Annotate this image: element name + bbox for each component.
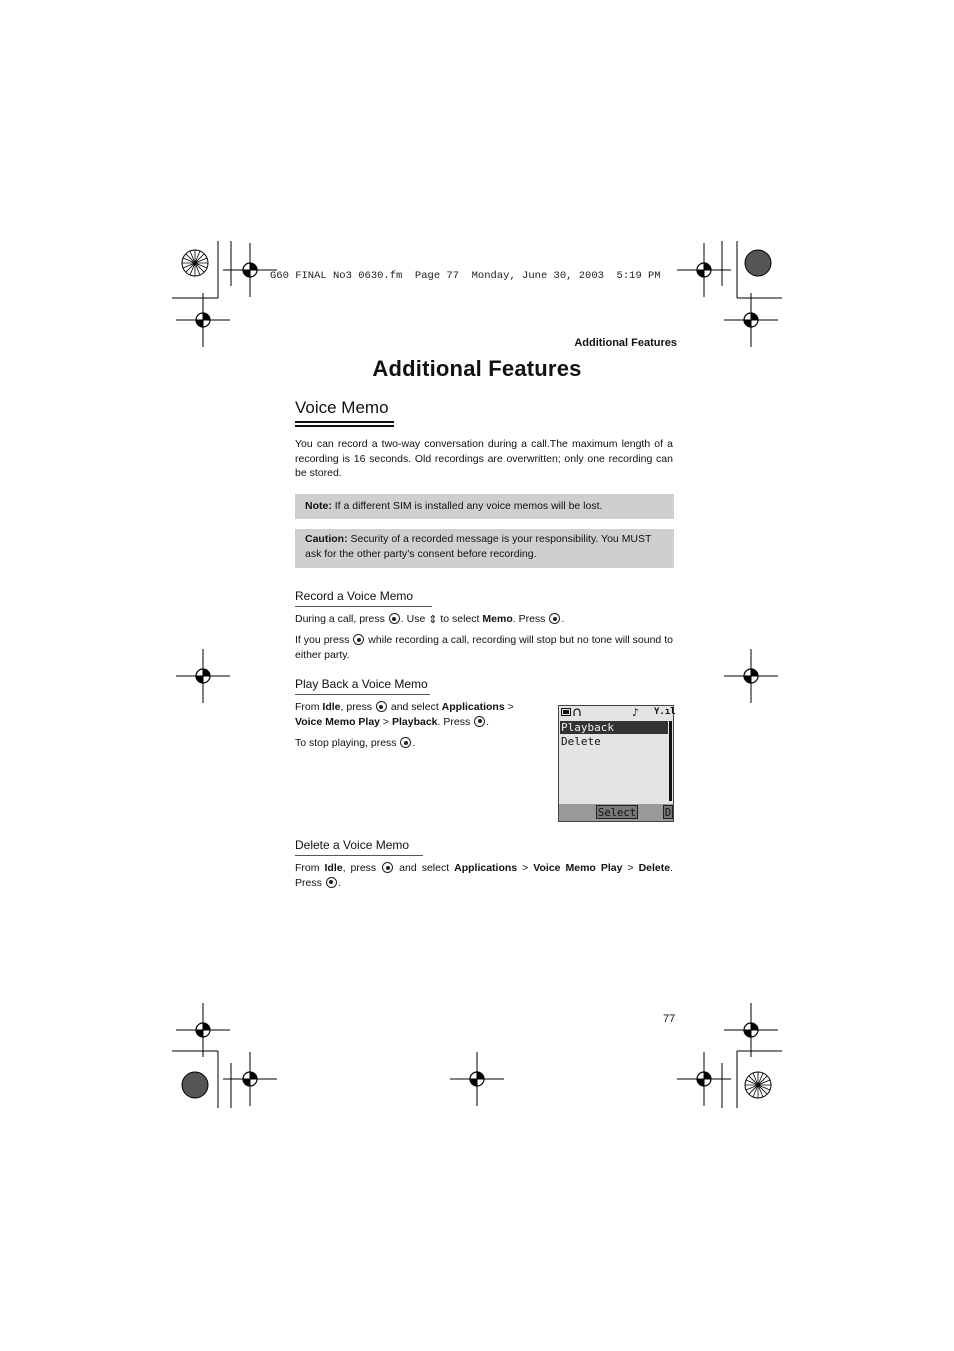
phone-status-bar [559,706,676,719]
text: . [412,737,416,749]
text: . Use [400,613,429,625]
memo-option: Memo [482,613,513,625]
music-icon: ♪ [632,706,639,719]
text: . Press [295,862,673,889]
playback-heading: Play Back a Voice Memo [295,677,428,691]
text: , press [342,862,382,874]
select-key-icon [400,737,411,748]
softkey-bar [559,804,673,821]
battery-icon [561,707,583,718]
section-title-underline [295,421,394,423]
playback-stop [295,736,535,751]
scrollbar[interactable] [669,721,672,801]
text: , press [340,701,375,713]
playback-instructions [295,700,535,729]
text: . [486,715,490,728]
running-head: Additional Features [574,337,677,349]
note-box [295,494,674,519]
record-heading: Record a Voice Memo [295,589,414,603]
select-key-icon [376,701,387,712]
text: while recording a call, recording will stop but no tone will sound to either party. [295,634,673,661]
text: . [337,876,341,889]
caution-label: Caution: [305,533,348,545]
navigation-key-icon: ⇕ [428,614,438,626]
text: and select [387,701,442,713]
idle-label: Idle [324,862,343,874]
text: During a call, press [295,613,388,625]
text: From [295,862,325,874]
menu-item-delete[interactable]: Delete [561,735,601,748]
text: If you press [295,634,353,646]
select-key-icon [326,877,337,888]
print-header: G60 FINAL No3 0630.fm Page 77 Monday, June 30, 2003 5:19 PM [270,270,661,282]
playback-heading-rule [295,694,430,695]
note-label: Note: [305,500,332,512]
text: > [380,715,392,728]
text: > [517,862,534,874]
phone-screen [558,705,674,822]
voice-memo-play-label: Voice Memo Play [295,715,381,728]
section-title-underline-double [295,425,394,427]
text: . [561,613,565,625]
applications-label: Applications [454,862,518,874]
select-key-icon [474,716,485,727]
record-heading-rule [295,606,432,607]
record-instructions [295,612,673,627]
intro-paragraph: You can record a two-way conversation during a call.The maximum length of a recording is 16 seconds. Old recordings are overwritten; only one recording can be stored. [295,438,673,479]
text: From [295,701,323,713]
note-text: If a different SIM is installed any voice memos will be lost. [331,500,603,512]
text: To stop playing, press [295,737,400,749]
applications-label: Applications [441,701,505,713]
caution-text: Security of a recorded message is your responsibility. You MUST ask for the other party’s consent before recording. [305,533,652,560]
delete-label: Delete [638,862,671,874]
select-key-icon [353,634,364,645]
text: > [504,701,514,713]
menu-item-playback[interactable]: Playback [560,721,668,734]
caution-box [295,529,674,568]
section-title: Voice Memo [295,398,389,417]
select-key-icon [389,613,400,624]
delete-heading: Delete a Voice Memo [295,838,410,852]
chapter-title: Additional Features [372,356,582,381]
record-stop-note [295,633,673,662]
text: > [622,862,639,874]
softkey-select[interactable]: Select [596,805,638,819]
voice-memo-play-label: Voice Memo Play [533,862,623,874]
text: to select [437,613,483,625]
signal-icon: Y.ıl [654,707,676,717]
text: . Press [437,715,474,728]
playback-label: Playback [391,715,438,728]
text: . Press [512,613,549,625]
delete-heading-rule [295,855,423,856]
idle-label: Idle [322,701,341,713]
select-key-icon [382,862,393,873]
delete-instructions [295,861,673,890]
softkey-right[interactable]: D [664,807,672,819]
select-key-icon [549,613,560,624]
text: and select [394,862,455,874]
page-number: 77 [663,1013,676,1025]
